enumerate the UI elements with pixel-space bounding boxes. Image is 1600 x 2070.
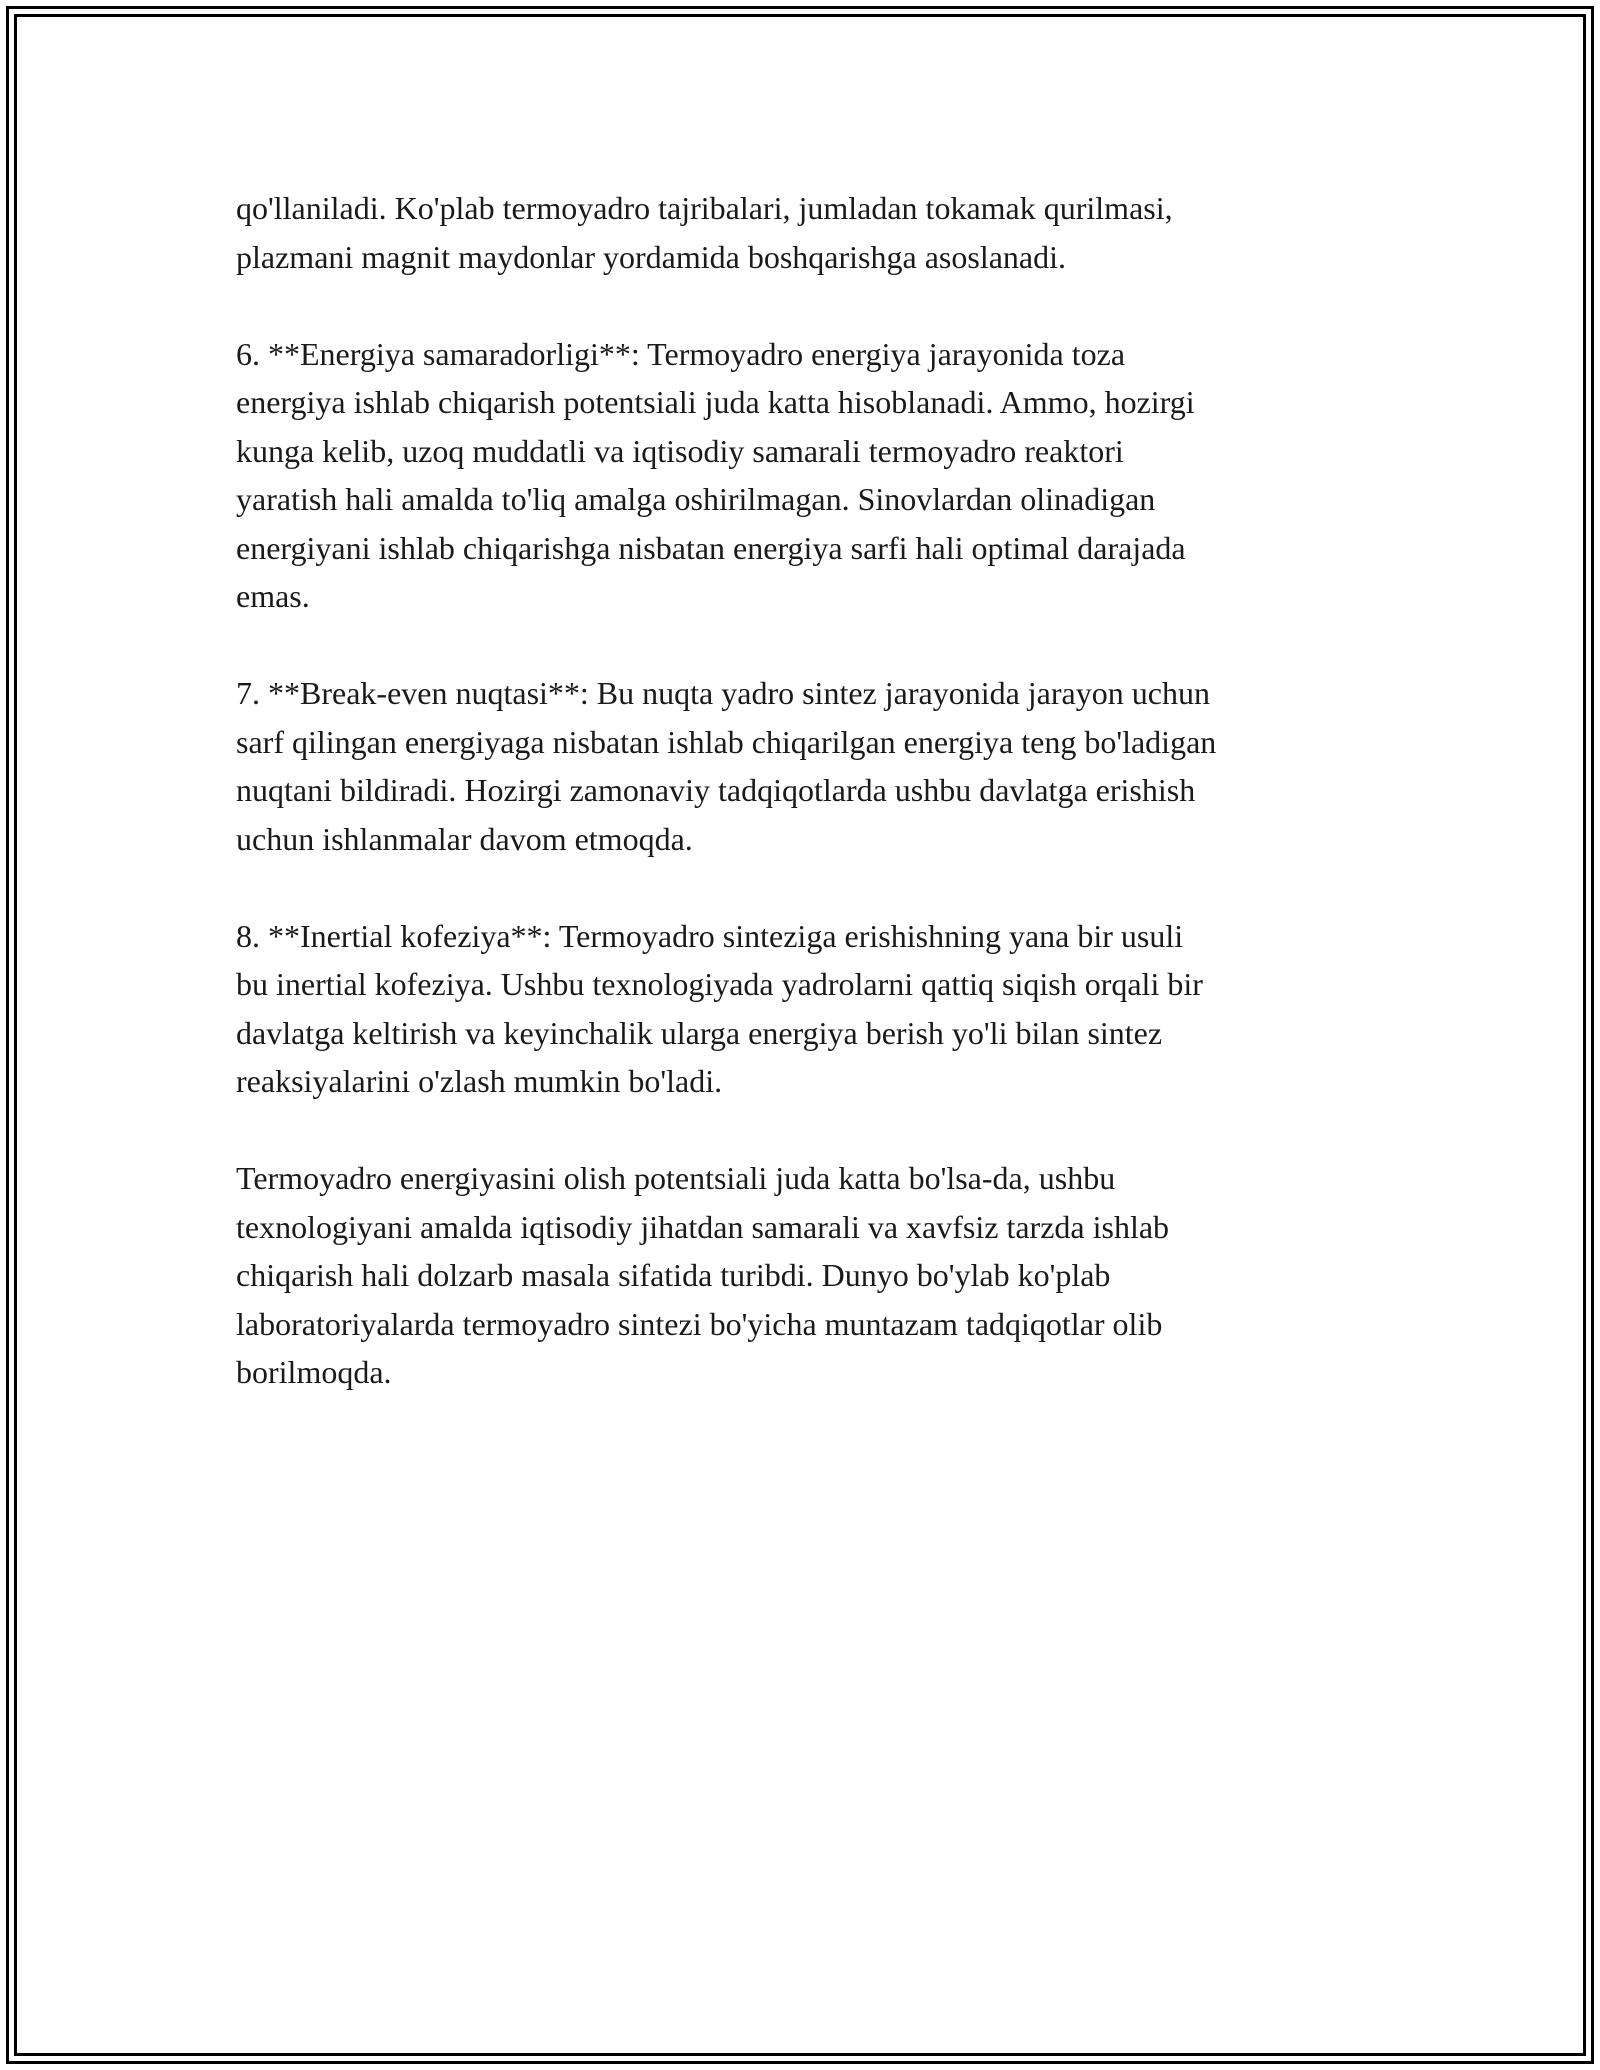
text-line: borilmoqda. bbox=[236, 1354, 392, 1390]
text-line: chiqarish hali dolzarb masala sifatida turibdi. Dunyo bo'ylab ko'plab bbox=[236, 1257, 1111, 1293]
paragraph-energy-efficiency bbox=[236, 330, 1396, 621]
text-line: yaratish hali amalda to'liq amalga oshirilmagan. Sinovlardan olinadigan bbox=[236, 481, 1156, 517]
text-line: 7. **Break-even nuqtasi**: Bu nuqta yadro sintez jarayonida jarayon uchun bbox=[236, 675, 1210, 711]
paragraph-continuation bbox=[236, 184, 1396, 281]
paragraph-conclusion bbox=[236, 1154, 1396, 1397]
text-line: sarf qilingan energiyaga nisbatan ishlab chiqarilgan energiya teng bo'ladigan bbox=[236, 723, 1217, 760]
text-line: laboratoriyalarda termoyadro sintezi bo'yicha muntazam tadqiqotlar olib bbox=[236, 1305, 1163, 1342]
text-line: 6. **Energiya samaradorligi**: Termoyadro energiya jarayonida toza bbox=[236, 335, 1126, 372]
text-line: uchun ishlanmalar davom etmoqda. bbox=[236, 820, 693, 857]
text-line: reaksiyalarini o'zlash mumkin bo'ladi. bbox=[236, 1063, 723, 1099]
document-body bbox=[236, 184, 1396, 1445]
text-line: energiyani ishlab chiqarishga nisbatan energiya sarfi hali optimal darajada bbox=[236, 529, 1186, 566]
text-line: davlatga keltirish va keyinchalik ularga energiya berish yo'li bilan sintez bbox=[236, 1014, 1163, 1051]
text-line: plazmani magnit maydonlar yordamida boshqarishga asoslanadi. bbox=[236, 238, 1066, 275]
text-line: nuqtani bildiradi. Hozirgi zamonaviy tadqiqotlarda ushbu davlatga erishish bbox=[236, 772, 1196, 808]
text-line: bu inertial kofeziya. Ushbu texnologiyada yadrolarni qattiq siqish orqali bir bbox=[236, 966, 1203, 1002]
paragraph-break-even bbox=[236, 669, 1396, 863]
paragraph-inertial bbox=[236, 912, 1396, 1106]
text-line: energiya ishlab chiqarish potentsiali juda katta hisoblanadi. Ammo, hozirgi bbox=[236, 384, 1195, 420]
text-line: qo'llaniladi. Ko'plab termoyadro tajribalari, jumladan tokamak qurilmasi, bbox=[236, 190, 1173, 226]
text-line: 8. **Inertial kofeziya**: Termoyadro sinteziga erishishning yana bir usuli bbox=[236, 917, 1184, 954]
text-line: emas. bbox=[236, 578, 310, 614]
text-line: Termoyadro energiyasini olish potentsiali juda katta bo'lsa-da, ushbu bbox=[236, 1160, 1116, 1196]
text-line: kunga kelib, uzoq muddatli va iqtisodiy samarali termoyadro reaktori bbox=[236, 432, 1124, 469]
text-line: texnologiyani amalda iqtisodiy jihatdan samarali va xavfsiz tarzda ishlab bbox=[236, 1208, 1170, 1245]
